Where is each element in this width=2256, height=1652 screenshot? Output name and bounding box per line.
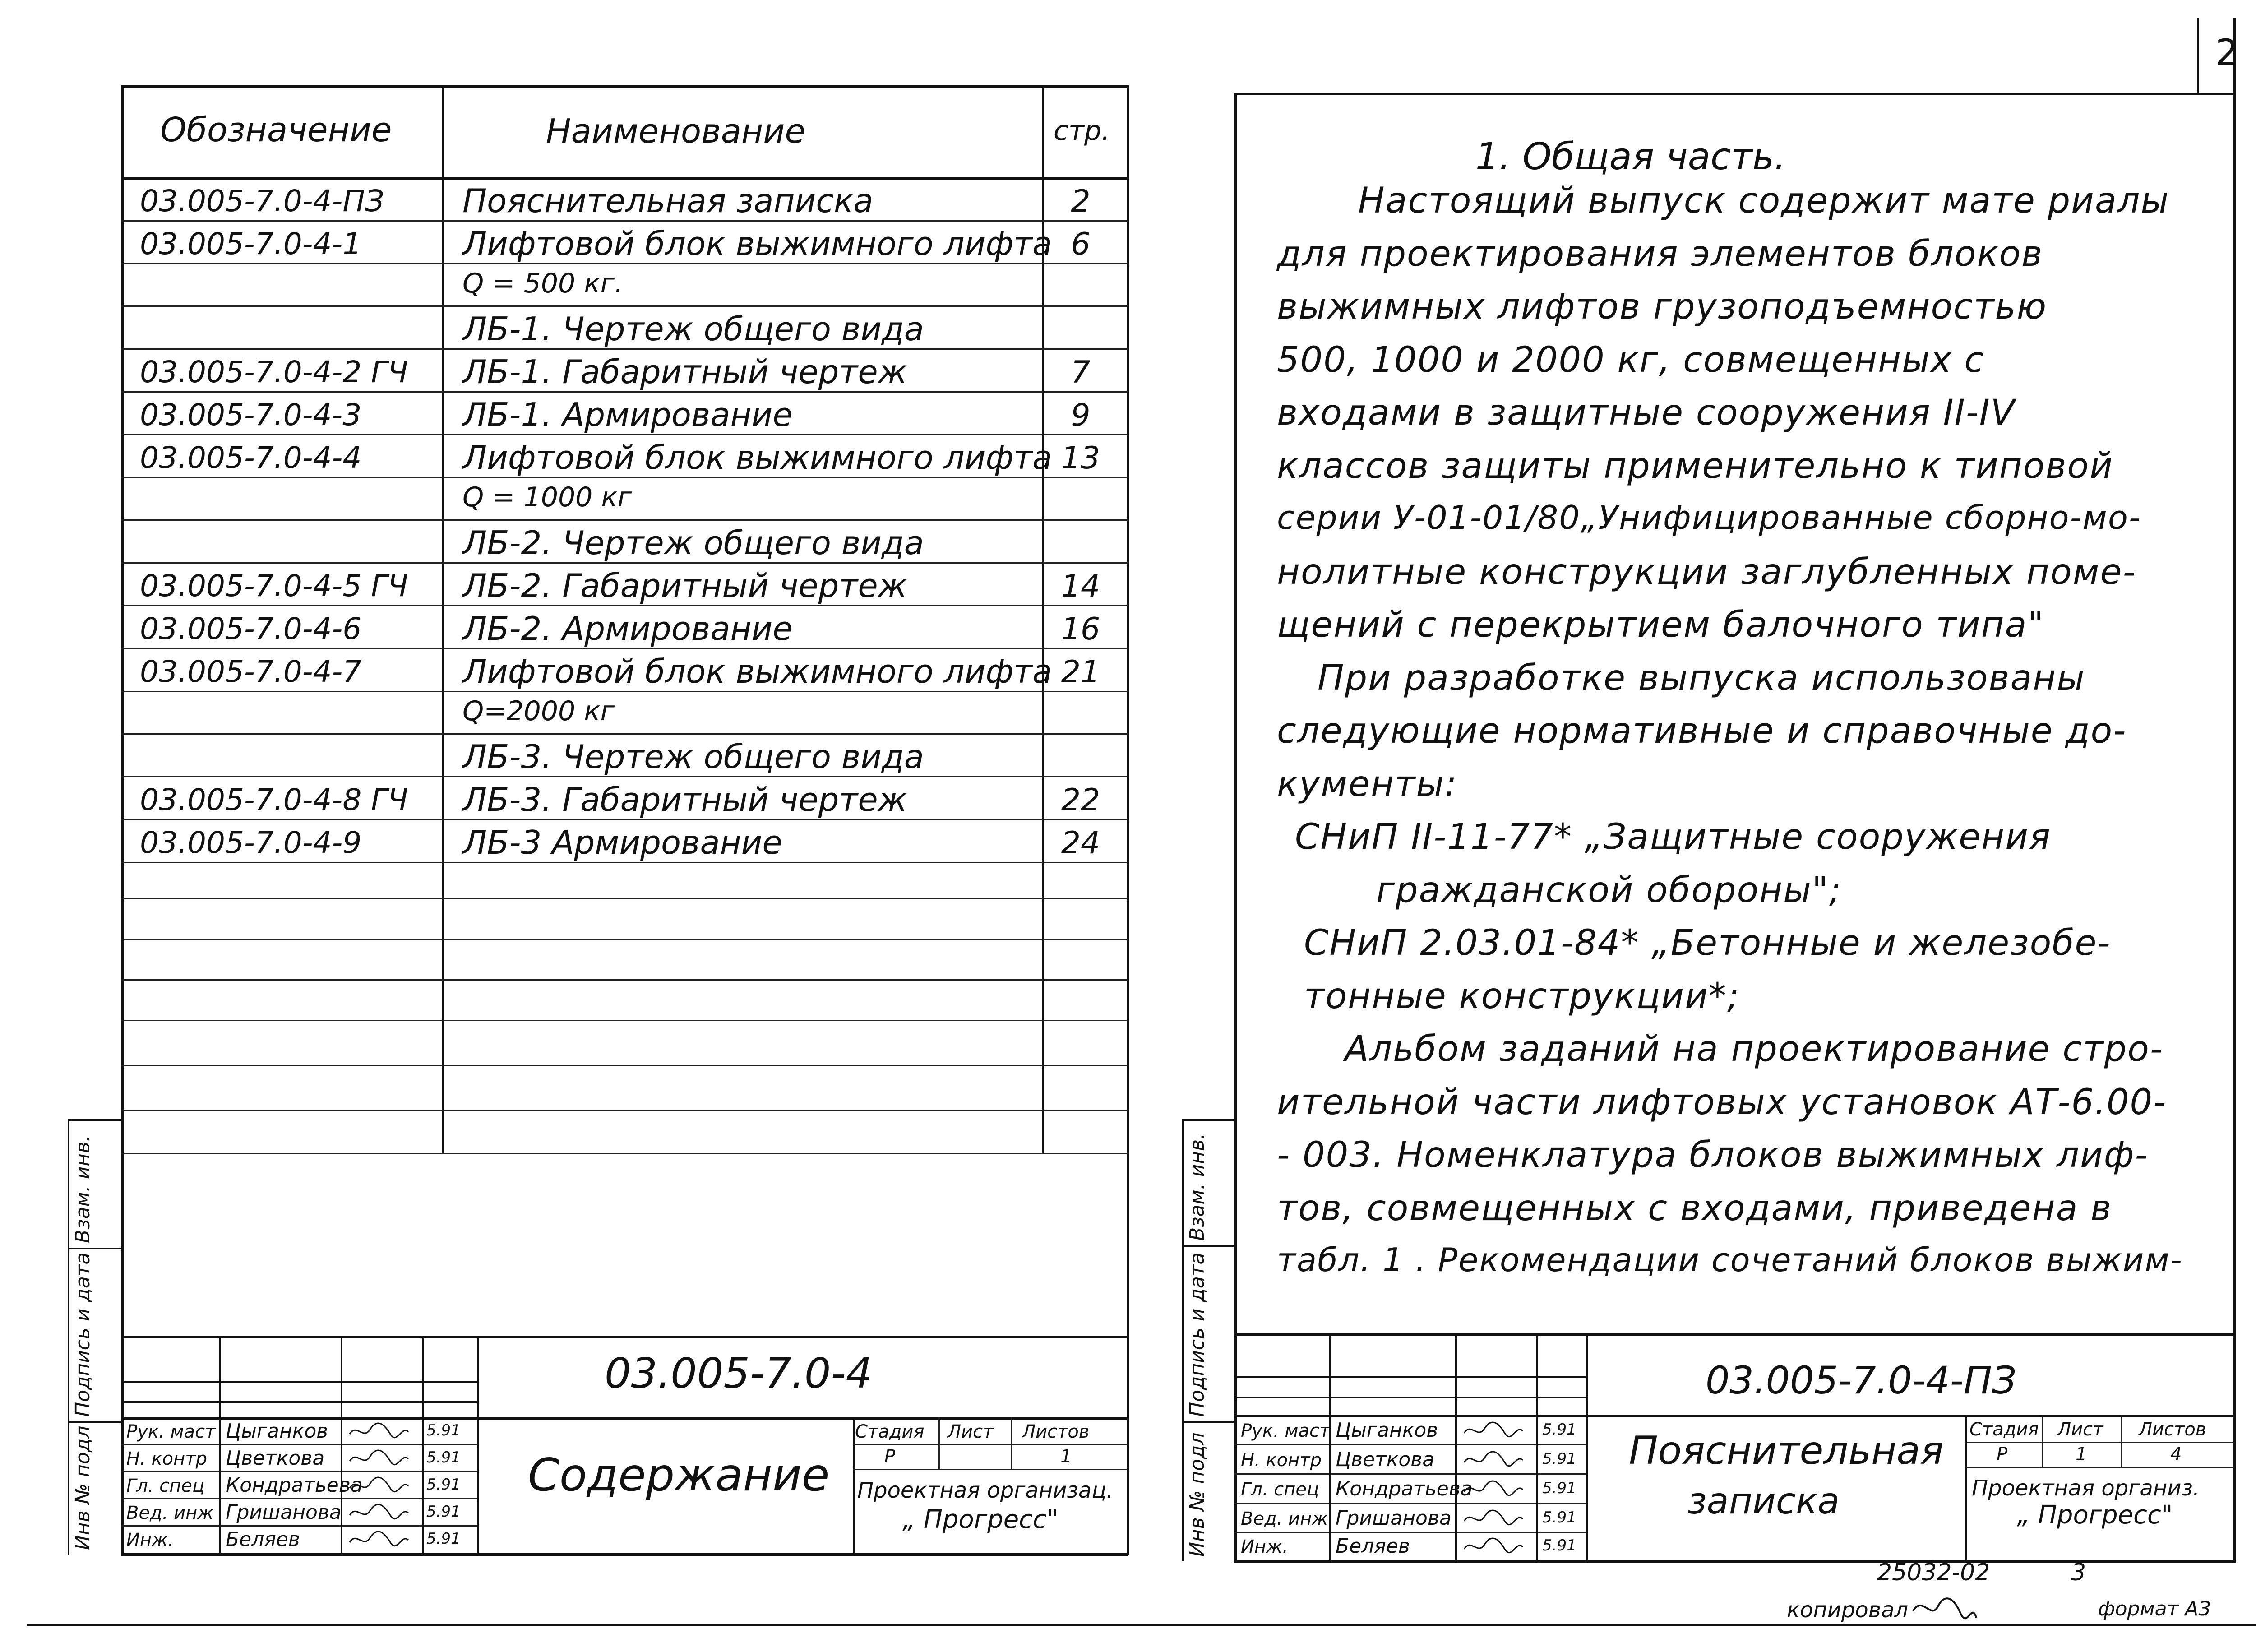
stamp-date: 5.91 [1542, 1450, 1576, 1468]
right-stamp-title-1: Пояснительная [1629, 1428, 1944, 1473]
toc-header-name: Наименование [546, 112, 806, 151]
stamp-person-name: Беляев [1336, 1535, 1410, 1558]
left-side-sign: Подпись и дата [71, 1252, 94, 1417]
toc-name: ЛБ-3 Армирование [462, 824, 782, 861]
toc-code: 03.005-7.0-4-5 ГЧ [140, 569, 408, 604]
signature-icon [1462, 1420, 1525, 1440]
toc-name: ЛБ-2. Армирование [462, 610, 793, 648]
toc-code: 03.005-7.0-4-2 ГЧ [140, 355, 408, 390]
left-stamp-designation: 03.005-7.0-4 [605, 1349, 873, 1397]
signature-icon [347, 1475, 411, 1495]
toc-row [0, 648, 1128, 691]
right-side-vzam: Взам. инв. [1186, 1133, 1209, 1241]
right-stamp-sheets-label: Листов [2139, 1419, 2206, 1440]
body-text-line: кументы: [1277, 764, 1458, 805]
toc-row [0, 733, 1128, 776]
stamp-date: 5.91 [1542, 1421, 1576, 1439]
signature-icon [1462, 1449, 1525, 1470]
toc-name: Пояснительная записка [462, 182, 874, 220]
right-stamp-stage: Р [1997, 1444, 2008, 1465]
right-side-inv: Инв № подл [1186, 1432, 1209, 1557]
body-text-line: тов, совмещенных с входами, приведена в [1277, 1188, 2113, 1229]
toc-name: Q = 1000 кг [462, 481, 632, 513]
toc-name: ЛБ-3. Чертеж общего вида [462, 738, 924, 776]
stamp-person-name: Гришанова [226, 1501, 342, 1524]
toc-name: Лифтовой блок выжимного лифта [462, 224, 1053, 263]
left-side-inv: Инв № подл [71, 1425, 94, 1550]
stamp-role: Гл. спец [1241, 1479, 1319, 1500]
toc-name: ЛБ-2. Чертеж общего вида [462, 524, 924, 562]
right-side-sign: Подпись и дата [1186, 1252, 1209, 1417]
toc-page: 2 [1071, 184, 1091, 219]
stamp-date: 5.91 [426, 1503, 461, 1521]
stamp-person-name: Цыганков [226, 1420, 328, 1443]
stamp-date: 5.91 [426, 1421, 461, 1439]
toc-page: 13 [1061, 440, 1100, 476]
stamp-date: 5.91 [426, 1530, 461, 1548]
toc-name: ЛБ-1. Габаритный чертеж [462, 353, 907, 391]
left-stamp-sheet-label: Лист [948, 1421, 994, 1442]
toc-name: ЛБ-3. Габаритный чертеж [462, 781, 907, 819]
stamp-person-name: Цветкова [1336, 1448, 1435, 1471]
toc-code: 03.005-7.0-4-1 [140, 226, 362, 261]
signature-icon [347, 1502, 411, 1522]
stamp-person-name: Цыганков [1336, 1419, 1438, 1442]
toc-code: 03.005-7.0-4-ПЗ [140, 184, 384, 218]
toc-page: 6 [1071, 226, 1091, 262]
toc-name: Лифтовой блок выжимного лифта [462, 652, 1053, 690]
toc-row [0, 305, 1128, 348]
left-side-vzam: Взам. инв. [71, 1135, 94, 1243]
stamp-role: Рук. маст [126, 1421, 216, 1442]
body-text-line: гражданской обороны"; [1376, 870, 1842, 911]
body-text-line: СНиП 2.03.01-84* „Бетонные и железобе- [1304, 923, 2111, 963]
right-stamp-stage-label: Стадия [1969, 1419, 2039, 1440]
toc-page: 16 [1061, 611, 1100, 647]
toc-code: 03.005-7.0-4-9 [140, 825, 362, 860]
signature-icon [347, 1529, 411, 1550]
body-text-line: серии У-01-01/80„Унифицированные сборно-мо- [1277, 499, 2141, 537]
toc-row [0, 519, 1128, 562]
left-stamp-org-name: „ Прогресс" [902, 1505, 1059, 1534]
stamp-role: Вед. инж [126, 1503, 214, 1523]
stamp-date: 5.91 [1542, 1509, 1576, 1527]
toc-row [0, 691, 1128, 734]
toc-header-code: Обозначение [160, 111, 392, 149]
body-text-line: входами в защитные сооружения II-IV [1277, 393, 2016, 433]
toc-row [0, 776, 1128, 819]
stamp-role: Гл. спец [126, 1476, 205, 1496]
body-text-line: следующие нормативные и справочные до- [1277, 711, 2127, 751]
body-text-line: Альбом заданий на проектирование стро- [1345, 1029, 2164, 1069]
body-text-line: для проектирования элементов блоков [1277, 233, 2043, 274]
stamp-date: 5.91 [426, 1448, 461, 1467]
toc-code: 03.005-7.0-4-6 [140, 611, 362, 646]
toc-name: ЛБ-2. Габаритный чертеж [462, 567, 907, 605]
body-text-line: классов защиты применительно к типовой [1277, 445, 2113, 486]
right-stamp-org-name: „ Прогресс" [2017, 1500, 2173, 1530]
stamp-role: Инж. [1241, 1536, 1288, 1557]
stamp-date: 5.91 [1542, 1536, 1576, 1555]
toc-row [0, 177, 1128, 220]
signature-icon [347, 1448, 411, 1468]
toc-page: 22 [1061, 782, 1100, 819]
toc-row [0, 391, 1128, 434]
toc-code: 03.005-7.0-4-3 [140, 398, 362, 432]
toc-row [0, 434, 1128, 477]
body-text-line: табл. 1 . Рекомендации сочетаний блоков выжим- [1277, 1241, 2183, 1279]
toc-code: 03.005-7.0-4-8 ГЧ [140, 782, 408, 818]
left-stamp-sheets-label: Листов [1022, 1421, 1090, 1442]
left-stamp-sheet: 1 [1060, 1446, 1072, 1467]
body-text-line: При разработке выпуска использованы [1318, 657, 2085, 699]
signature-icon [347, 1421, 411, 1441]
body-text-line: нолитные конструкции заглубленных поме- [1277, 551, 2136, 592]
toc-name: ЛБ-1. Армирование [462, 396, 793, 434]
left-stamp-stage-label: Стадия [855, 1421, 925, 1442]
left-stamp-stage: Р [884, 1446, 896, 1467]
toc-row [0, 477, 1128, 520]
body-text-line: Настоящий выпуск содержит мате риалы [1358, 180, 2170, 221]
toc-row [0, 348, 1128, 391]
footer-format: формат А3 [2098, 1597, 2211, 1620]
body-text-line: СНиП II-11-77* „Защитные сооружения [1295, 817, 2051, 857]
footer-copied: копировал [1787, 1597, 1909, 1623]
stamp-date: 5.91 [426, 1476, 461, 1494]
left-stamp-title: Содержание [528, 1448, 830, 1501]
toc-page: 14 [1061, 569, 1100, 605]
toc-page: 9 [1071, 398, 1091, 433]
right-stamp-sheet: 1 [2076, 1444, 2087, 1465]
stamp-role: Вед. инж [1241, 1509, 1328, 1529]
body-text-line: щений с перекрытием балочного типа" [1277, 605, 2045, 645]
right-stamp-org: Проектная организ. [1972, 1476, 2200, 1501]
body-text-line: выжимных лифтов грузоподъемностью [1277, 287, 2048, 327]
toc-row [0, 263, 1128, 306]
stamp-date: 5.91 [1542, 1479, 1576, 1497]
right-stamp-sheet-label: Лист [2057, 1419, 2103, 1440]
stamp-person-name: Беляев [226, 1528, 300, 1551]
stamp-person-name: Кондратьева [226, 1474, 363, 1497]
footer-page: 3 [2071, 1559, 2086, 1586]
stamp-role: Инж. [126, 1530, 174, 1550]
right-stamp-designation: 03.005-7.0-4-ПЗ [1706, 1358, 2016, 1402]
right-stamp-sheets: 4 [2170, 1444, 2182, 1465]
toc-name: ЛБ-1. Чертеж общего вида [462, 310, 924, 348]
stamp-role: Н. контр [1241, 1450, 1322, 1471]
stamp-role: Рук. маст [1241, 1421, 1330, 1441]
toc-header-page: стр. [1054, 115, 1110, 147]
toc-code: 03.005-7.0-4-7 [140, 654, 362, 689]
stamp-person-name: Цветкова [226, 1447, 325, 1470]
toc-name: Q = 500 кг. [462, 267, 624, 299]
left-stamp-org: Проектная организац. [857, 1478, 1114, 1503]
toc-row [0, 605, 1128, 648]
right-heading: 1. Общая часть. [1475, 135, 1786, 178]
footer-album: 25032-02 [1877, 1559, 1990, 1586]
signature-icon [1462, 1508, 1525, 1528]
toc-page: 21 [1061, 654, 1100, 690]
toc-row [0, 819, 1128, 862]
toc-name: Q=2000 кг [462, 695, 615, 727]
body-text-line: - 003. Номенклатура блоков выжимных лиф- [1277, 1135, 2149, 1175]
copied-signature-icon [1911, 1593, 1979, 1624]
toc-row [0, 562, 1128, 605]
toc-page: 7 [1071, 355, 1091, 391]
toc-name: Лифтовой блок выжимного лифта [462, 438, 1053, 477]
right-stamp-title-2: записка [1687, 1480, 1840, 1522]
stamp-person-name: Кондратьева [1336, 1477, 1473, 1500]
body-text-line: тонные конструкции*; [1304, 976, 1740, 1017]
toc-code: 03.005-7.0-4-4 [140, 440, 362, 475]
stamp-role: Н. контр [126, 1448, 207, 1469]
toc-page: 24 [1061, 825, 1100, 861]
signature-icon [1462, 1536, 1525, 1556]
toc-row [0, 220, 1128, 263]
signature-icon [1462, 1478, 1525, 1499]
sheet-number: 2 [2215, 32, 2238, 74]
body-text-line: 500, 1000 и 2000 кг, совмещенных с [1277, 339, 1985, 380]
body-text-line: ительной части лифтовых установок АТ-6.00- [1277, 1082, 2167, 1123]
stamp-person-name: Гришанова [1336, 1507, 1452, 1530]
